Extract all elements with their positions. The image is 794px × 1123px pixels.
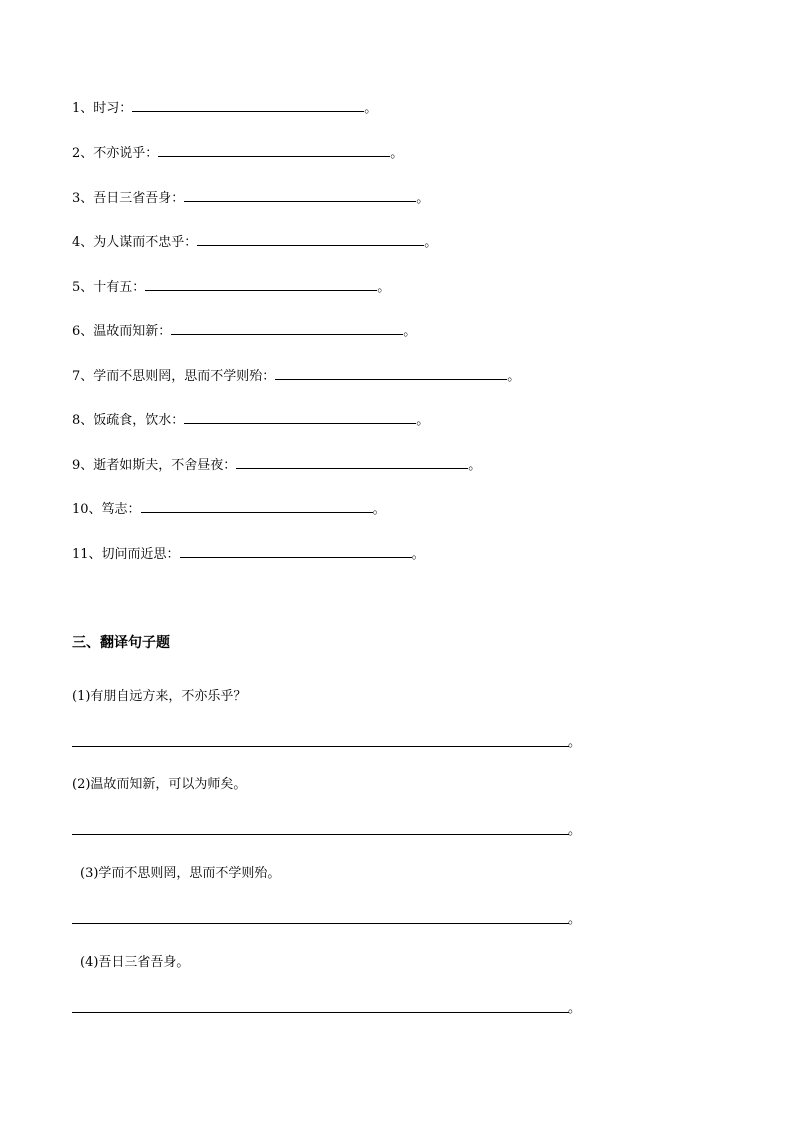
- answer-blank[interactable]: [141, 498, 373, 513]
- item-number: 10、: [72, 502, 102, 517]
- item-period: 。: [377, 280, 391, 295]
- answer-line-2[interactable]: [72, 834, 569, 835]
- answer-blank[interactable]: [145, 276, 377, 291]
- item-period: 。: [416, 191, 430, 206]
- vocab-item-4: [72, 231, 438, 251]
- item-term: 逝者如斯夫，不舍昼夜：: [93, 458, 237, 473]
- answer-line-4[interactable]: [72, 1012, 569, 1013]
- answer-period-4: 。: [568, 1001, 582, 1016]
- vocab-item-2: [72, 142, 404, 162]
- item-period: 。: [416, 413, 430, 428]
- item-term: 十有五：: [93, 280, 146, 295]
- item-number: 2、: [72, 146, 94, 161]
- translation-question-1: (1)有朋自远方来，不亦乐乎？: [72, 689, 247, 704]
- section-title: 三、翻译句子题: [72, 635, 170, 651]
- item-number: 5、: [72, 280, 94, 295]
- item-period: 。: [507, 369, 521, 384]
- item-number: 7、: [72, 369, 94, 384]
- vocab-item-8: [72, 409, 430, 429]
- item-number: 3、: [72, 191, 94, 206]
- answer-blank[interactable]: [197, 231, 424, 246]
- answer-blank[interactable]: [171, 320, 403, 335]
- answer-blank[interactable]: [180, 543, 412, 558]
- item-term: 不亦说乎：: [93, 146, 159, 161]
- item-number: 6、: [72, 324, 94, 339]
- item-number: 1、: [72, 101, 94, 116]
- answer-blank[interactable]: [184, 187, 416, 202]
- vocab-item-3: [72, 187, 430, 207]
- translation-question-2: (2)温故而知新，可以为师矣。: [72, 777, 247, 792]
- answer-period-1: 。: [568, 735, 582, 750]
- answer-blank[interactable]: [158, 142, 390, 157]
- answer-line-1[interactable]: [72, 746, 569, 747]
- vocab-item-1: [72, 97, 378, 117]
- item-period: 。: [372, 502, 386, 517]
- answer-line-3[interactable]: [72, 923, 569, 924]
- answer-blank[interactable]: [275, 365, 507, 380]
- item-period: 。: [424, 235, 438, 250]
- vocab-item-10: [72, 498, 386, 518]
- answer-blank[interactable]: [184, 409, 416, 424]
- vocab-item-9: [72, 454, 482, 474]
- vocab-item-5: [72, 276, 391, 296]
- item-term: 饭疏食，饮水：: [93, 413, 185, 428]
- item-term: 时习：: [93, 101, 133, 116]
- item-term: 温故而知新：: [93, 324, 172, 339]
- answer-blank[interactable]: [132, 97, 364, 112]
- answer-period-2: 。: [568, 823, 582, 838]
- vocab-item-6: [72, 320, 417, 340]
- item-term: 为人谋而不忠乎：: [93, 235, 198, 250]
- item-period: 。: [364, 101, 378, 116]
- item-term: 切问而近思：: [101, 547, 180, 562]
- answer-period-3: 。: [568, 912, 582, 927]
- item-term: 吾日三省吾身：: [93, 191, 185, 206]
- item-number: 8、: [72, 413, 94, 428]
- vocab-item-7: [72, 365, 521, 385]
- item-period: 。: [468, 458, 482, 473]
- answer-blank[interactable]: [236, 454, 468, 469]
- item-number: 4、: [72, 235, 94, 250]
- translation-question-4: (4)吾日三省吾身。: [80, 955, 190, 970]
- vocab-item-11: [72, 543, 425, 563]
- item-period: 。: [411, 547, 425, 562]
- item-number: 9、: [72, 458, 94, 473]
- item-period: 。: [403, 324, 417, 339]
- item-period: 。: [390, 146, 404, 161]
- item-term: 学而不思则罔，思而不学则殆：: [93, 369, 276, 384]
- item-number: 11、: [72, 547, 102, 562]
- translation-question-3: (3)学而不思则罔，思而不学则殆。: [80, 866, 281, 881]
- item-term: 笃志：: [101, 502, 141, 517]
